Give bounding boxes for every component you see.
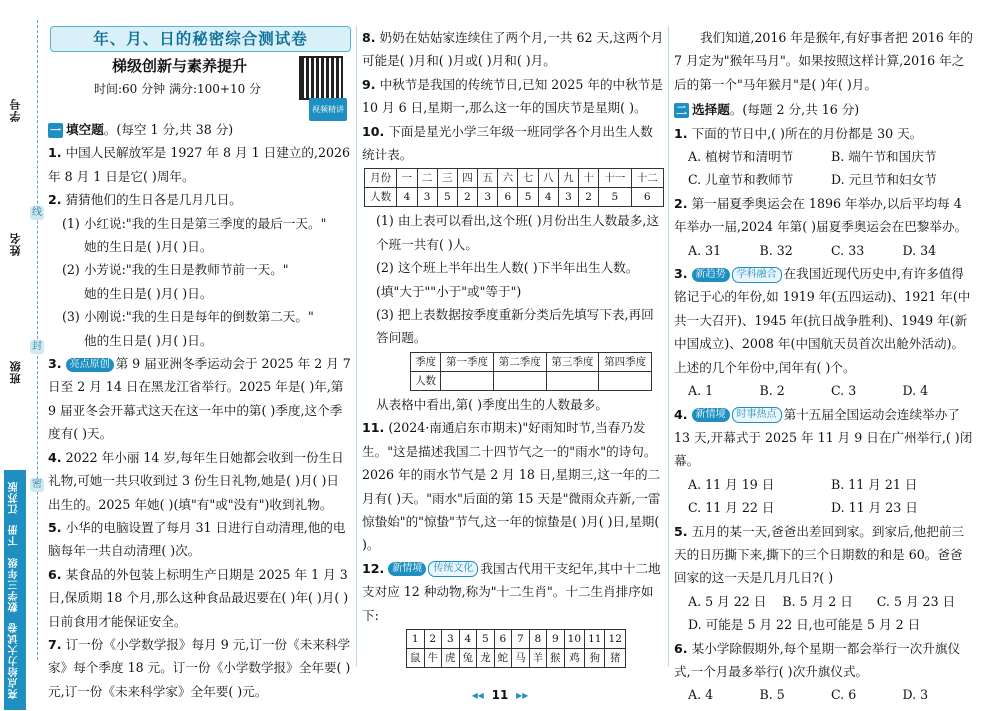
question-5: 5. 小华的电脑设置了每月 31 日进行自动清理,他的电脑每年一共自动清理( )次。 [48,519,346,559]
zodiac-number-cell: 10 [564,629,584,648]
tag-original: 亮点原创 [66,358,114,372]
question-8: 8. 奶奶在姑姑家连续住了两个月,一共 62 天,这两个月可能是( )月和( )月或( )月和( )月。 [362,30,664,69]
zodiac-animal-cell: 马 [512,648,530,667]
column-2 [362,26,665,670]
q2-part-1: (1) 小红说:"我的生日是第三季度的最后一天。" [62,215,327,231]
choice-3-options [674,379,974,402]
tag-new-trend: 新趋势 [692,268,730,282]
zodiac-number-cell: 11 [585,629,605,648]
option-d[interactable]: D. 元旦节和妇女节 [831,172,937,188]
quarter-header-cell: 第一季度 [441,352,494,371]
q10-part-1: (1) 由上表可以看出,这个班( )月份出生人数最多,这个班一共有( )人。 [376,213,659,252]
q2-part-2: (2) 小芳说:"我的生日是教师节前一天。" [62,262,289,278]
choice-6: 6. 某小学除假期外,每个星期一都会举行一次升旗仪式,一个月最多举行( )次升旗仪式。 [674,640,961,679]
zodiac-number-cell: 1 [407,629,425,648]
option-a[interactable]: A. 5 月 22 日 [688,593,767,609]
option-a[interactable]: A. 植树节和清明节 [688,149,794,165]
section-choice-heading [674,98,974,121]
choice-2: 2. 第一届夏季奥运会在 1896 年举办,以后平均每 4 年举办一届,2024 年第( )届夏季奥运会在巴黎举办。 [674,195,968,235]
zodiac-number-cell: 4 [459,629,477,648]
brand-strip [4,470,26,710]
option-c[interactable]: C. 3 [831,383,857,399]
option-b[interactable]: B. 5 月 2 日 [782,593,853,609]
section-fill-heading [48,118,351,141]
monthly-birth-table: 月份 一 二 三 四 五 六 七 八 九 十 十一 十二 人数 4 3 5 2 3 6 5 4 3 2 5 6 [364,168,664,207]
title-subtitle: 梯级创新与素养提升 [112,57,248,75]
option-a[interactable]: A. 31 [688,242,722,258]
quarter-header-cell: 季度 [411,352,441,371]
zodiac-animal-cell: 龙 [477,648,495,667]
quarter-table: 季度 第一季度 第二季度 第三季度 第四季度 人数 [410,352,652,391]
binding-label-class: 班级 [9,360,22,384]
tag-traditional-culture: 传统文化 [428,561,478,577]
binding-strip [0,0,46,711]
month-cell: 三 [437,169,457,188]
title-block [50,26,351,114]
choice-5-options [674,590,974,637]
zodiac-number-cell: 8 [529,629,547,648]
option-d[interactable]: D. 11 月 23 日 [831,500,918,516]
count-cell: 3 [417,188,437,207]
option-d[interactable]: D. 可能是 5 月 22 日,也可能是 5 月 2 日 [688,617,921,633]
choice-4-options [674,473,974,520]
month-cell: 十二 [631,169,664,188]
next-arrows-icon: ▸▸ [516,688,529,702]
zodiac-number-cell: 3 [442,629,460,648]
choice-4: 4. 新情境 时事热点 第十五届全国运动会连续举办了 13 天,开幕式于 2025 年 11 月 9 日在广州举行,( )闭幕。 [674,406,973,469]
title-banner: 年、月、日的秘密综合测试卷 [50,26,351,52]
quarter-header-cell: 第四季度 [599,352,652,371]
question-1: 1. 中国人民解放军是 1927 年 8 月 1 日建立的,2026 年 8 月 1 日是它( )周年。 [48,145,351,184]
choice-1-options [674,145,974,192]
count-cell: 3 [558,188,578,207]
count-cell: 5 [437,188,457,207]
question-12-continued: 我们知道,2016 年是猴年,有好事者把 2016 年的 7 月定为"猴年马月"。如果按照这样计算,2016 年之后的第一个"马年猴月"是( )年( )月。 [674,30,974,92]
q2-answer-1: 她的生日是( )月( )日。 [84,239,213,255]
question-9: 9. 中秋节是我国的传统节日,已知 2025 年的中秋节是 10 月 6 日,星期一,那么这一年的国庆节是星期( )。 [362,76,663,116]
question-10: 10. 下面是星光小学三年级一班同学各个月出生人数统计表。 [362,123,653,163]
column-divider [356,26,357,666]
time-and-score: 时间:60 分钟 满分:100+10 分 [94,82,262,97]
zodiac-number-cell: 9 [547,629,565,648]
option-d[interactable]: D. 3 [902,687,929,703]
zodiac-animal-cell: 猪 [605,648,626,667]
section-number: 一 [50,124,61,137]
option-d[interactable]: D. 34 [902,242,937,258]
zodiac-animal-cell: 鼠 [407,648,425,667]
q10-part-3: (3) 把上表数据按季度重新分类后先填写下表,再回答问题。 [376,307,654,346]
column-1 [48,26,351,703]
brand-term: 下册 [9,524,20,547]
option-b[interactable]: B. 2 [759,383,785,399]
month-cell: 十一 [599,169,631,188]
qr-code-icon[interactable] [299,56,343,100]
choice-2-options [674,239,974,262]
quarter-header-cell: 第三季度 [546,352,599,371]
q10-answer-3: 从表格中看出,第( )季度出生的人数最多。 [376,396,608,412]
q2-part-3: (3) 小刚说:"我的生日是每年的倒数第二天。" [62,309,314,325]
column-divider [668,26,669,666]
choice-5: 5. 五月的某一天,爸爸出差回到家。到家后,他把前三天的日历撕下来,撕下的三个日期数的和是 60。爸爸回家的这一天是几月几日?( ) [674,523,965,586]
option-a[interactable]: A. 1 [688,383,714,399]
option-b[interactable]: B. 11 月 21 日 [831,476,918,492]
question-7: 7. 订一份《小学数学报》每月 9 元,订一份《未来科学家》每个季度 18 元。订一份《小学数学报》全年要( )元,订一份《未来科学家》全年要( )元。 [48,636,351,699]
binding-label-name: 姓名 [9,232,22,256]
brand-grade: 数学三年级 [9,556,20,612]
zodiac-animal-cell: 猴 [547,648,565,667]
question-3: 3. 亮点原创 第 9 届亚洲冬季运动会于 2025 年 2 月 7 日至 2 月 14 日在黑龙江省举行。2025 年是( )年,第 9 届亚冬会开幕式这天在这一年中的第( )季度,这个季度有( )天。 [48,356,351,442]
zodiac-number-cell: 7 [512,629,530,648]
count-cell: 4 [397,188,417,207]
tag-interdisciplinary: 学科融合 [732,267,782,283]
q10-part-2: (2) 这个班上半年出生人数( )下半年出生人数。(填"大于""小于"或"等于") [376,260,639,299]
count-cell: 3 [478,188,498,207]
option-b[interactable]: B. 端午节和国庆节 [831,149,937,165]
zodiac-number-cell: 12 [605,629,626,648]
zodiac-animal-cell: 牛 [424,648,442,667]
section-title: 填空题 [66,122,104,137]
count-cell: 5 [599,188,631,207]
question-6: 6. 某食品的外包装上标明生产日期是 2025 年 1 月 3 日,保质期 18 个月,那么这种食品最迟要在( )年( )月( )日前食用才能保证安全。 [48,566,349,629]
option-c[interactable]: C. 儿童节和教师节 [688,172,794,188]
count-cell: 2 [457,188,477,207]
option-c[interactable]: C. 5 月 23 日 [876,593,956,609]
choice-1: 1. 下面的节日中,( )所在的月份都是 30 天。 [674,125,923,141]
zodiac-animal-cell: 狗 [585,648,605,667]
section-note: 。(每空 1 分,共 38 分) [103,122,234,137]
count-cell: 6 [498,188,518,207]
option-c[interactable]: C. 33 [831,242,865,258]
tag-new-context: 新情境 [692,408,730,422]
zodiac-animal-cell: 兔 [459,648,477,667]
option-d[interactable]: D. 4 [902,383,929,399]
prev-arrows-icon: ◂◂ [471,688,484,702]
brand-edition: 江苏版 [9,480,20,514]
binding-label-student-id: 学号 [9,98,22,122]
page-number: 11 [491,688,509,702]
page-footer [0,688,1000,702]
choice-3: 3. 新趋势 学科融合 在我国近现代历史中,有许多值得铭记于心的年份,如 1919 年(五四运动)、1921 年(中共一大召开)、1945 年(抗日战争胜利)、1949 年(新中国成立)、2008 年(中国航天员首次出舱外活动)。上述的几个年份中,闰年有( )个。 [674,266,971,375]
cut-mark-line: 线 [32,207,42,218]
zodiac-animal-cell: 虎 [442,648,460,667]
month-cell: 五 [478,169,498,188]
zodiac-number-cell: 6 [494,629,512,648]
month-cell: 七 [518,169,538,188]
brand-name: 亮点给力大试卷 [9,622,20,700]
option-b[interactable]: B. 5 [759,687,785,703]
option-a[interactable]: A. 4 [688,687,714,703]
month-cell: 一 [397,169,417,188]
month-cell: 九 [558,169,578,188]
count-cell: 5 [518,188,538,207]
count-cell: 4 [538,188,558,207]
option-c[interactable]: C. 11 月 22 日 [688,500,775,516]
quarter-header-cell: 第二季度 [493,352,546,371]
q2-answer-3: 他的生日是( )月( )日。 [84,332,213,348]
month-cell: 六 [498,169,518,188]
zodiac-number-cell: 5 [477,629,495,648]
count-cell: 2 [579,188,599,207]
month-cell: 四 [457,169,477,188]
q2-answer-2: 她的生日是( )月( )日。 [84,285,213,301]
cut-mark-secret: 密 [32,479,42,490]
tag-current-events: 时事热点 [732,407,782,423]
month-cell: 十 [579,169,599,188]
qr-caption: 视频精讲 [309,98,347,121]
question-2: 2. 猜猜他们的生日各是几月几日。 [48,192,242,208]
zodiac-animal-cell: 鸡 [564,648,584,667]
zodiac-animal-cell: 羊 [529,648,547,667]
question-11: 11. (2024·南通启东市期末)"好雨知时节,当春乃发生。"这是描述我国二十四节气之一的"雨水"的诗句。2026 年的雨水节气是 2 月 18 日,星期三,这一年的二月有( )天。"雨水"后面的第 15 天是"微雨众卉新,一雷惊蛰始"的"惊蛰"节气,这一年的惊蛰是( )月( )日,星期( )。 [362,420,661,553]
question-12: 12. 新情境 传统文化 我国古代用干支纪年,其中十二地支对应 12 种动物,称为"十二生肖"。十二生肖排序如下: [362,560,661,623]
section-title: 选择题 [692,102,730,118]
section-note: 。(每题 2 分,共 16 分) [729,102,860,118]
month-cell: 二 [417,169,437,188]
cut-mark-seal: 封 [32,341,42,352]
option-a[interactable]: A. 11 月 19 日 [688,476,775,492]
column-3 [674,26,974,707]
count-cell: 6 [631,188,664,207]
tag-new-context: 新情境 [388,562,426,576]
question-4: 4. 2022 年小丽 14 岁,每年生日她都会收到一份生日礼物,可她一共只收到过 3 份生日礼物,她是( )月( )日出生的。2025 年她( )(填"有"或"没有")收到礼物。 [48,449,344,512]
zodiac-table [406,629,626,668]
zodiac-animal-cell: 蛇 [494,648,512,667]
zodiac-number-cell: 2 [424,629,442,648]
month-cell: 八 [538,169,558,188]
section-number: 二 [676,104,687,118]
option-b[interactable]: B. 32 [759,242,793,258]
option-c[interactable]: C. 6 [831,687,857,703]
